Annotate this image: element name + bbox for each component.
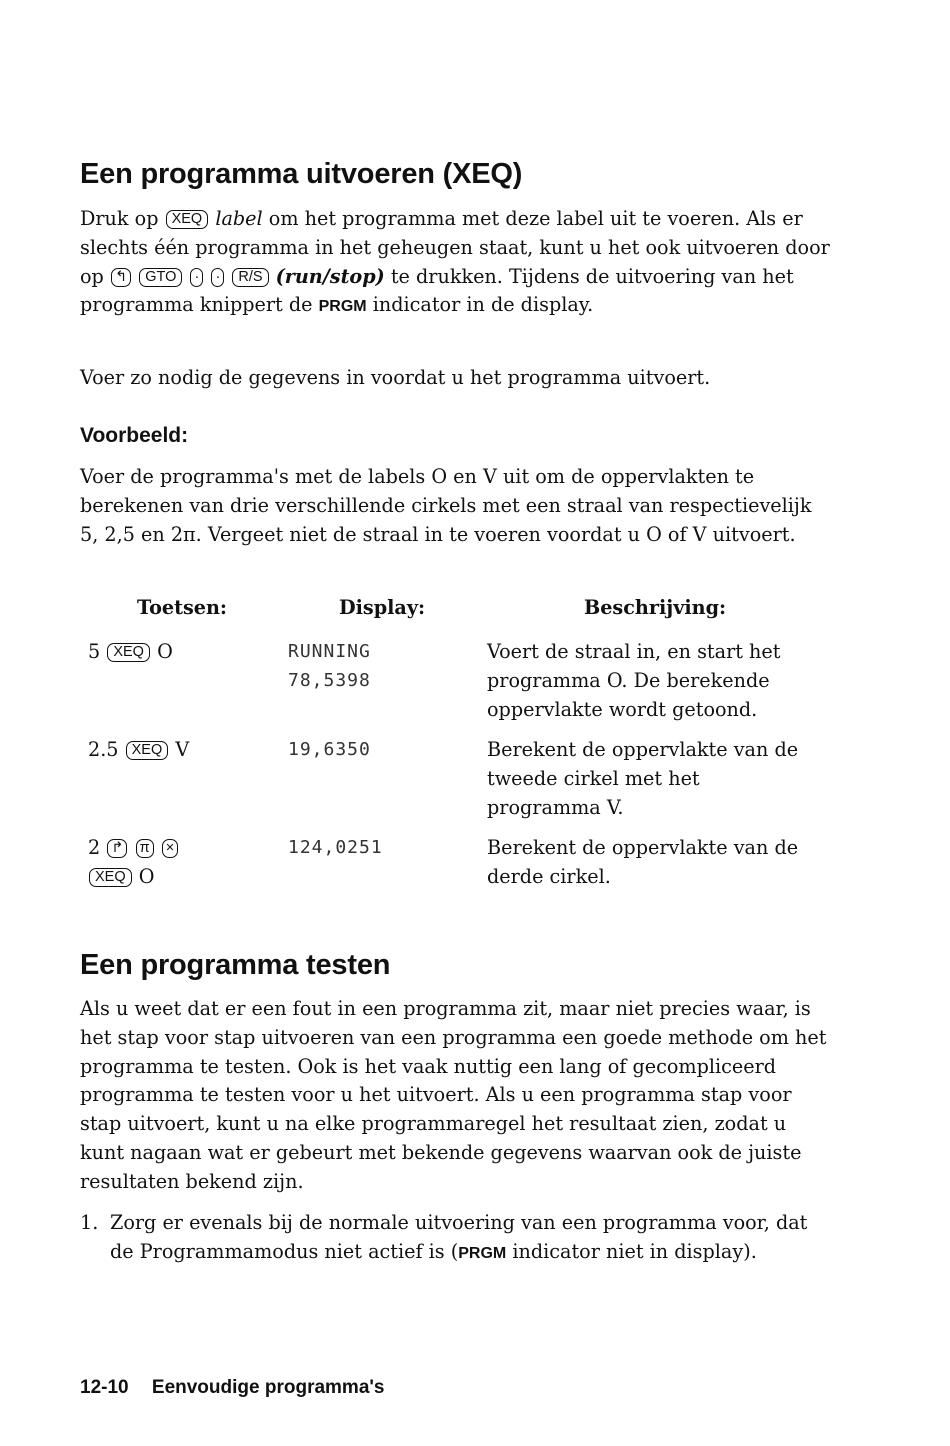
xeq-key-icon: XEQ	[126, 741, 169, 760]
paragraph-input-data: Voer zo nodig de gegevens in voordat u het programma uitvoert.	[80, 366, 711, 389]
label-word: label	[215, 207, 263, 230]
xeq-key-icon: XEQ	[107, 643, 150, 662]
example-text: Voer de programma's met de labels O en V uit om de oppervlakten te berekenen van drie verschillende cirkels met een straal van respectievelijk 5, 2,5 en 2π. Vergeet niet de straal in te voeren voordat u O of V uitvoert.	[80, 465, 812, 546]
page-footer	[80, 1377, 384, 1399]
table-row-description: Berekent de oppervlakte van de derde cirkel.	[487, 836, 799, 888]
run-stop-key-icon: R/S	[232, 268, 268, 287]
table-row-display: 19,6350	[288, 739, 371, 760]
table-row-display: 124,0251	[288, 837, 383, 858]
pi-key-icon: π	[136, 839, 154, 858]
dot-key-icon: ·	[190, 268, 203, 287]
gto-key-icon: GTO	[139, 268, 182, 287]
prgm-indicator: PRGM	[318, 298, 367, 316]
paragraph-test-program: Als u weet dat er een fout in een programma zit, maar niet precies waar, is het stap voor stap uitvoeren van een programma een goede methode om het programma te testen. Ook is het vaak nuttig een lang of gecompliceerd programma te testen voor u het uitvoert. Als u een programma stap voor stap uitvoert, kunt u na elke programmaregel het resultaat zien, zodat u kunt nagaan wat er gebeurt met bekende gegevens waarvan ook de juiste resultaten bekend zijn.	[80, 997, 827, 1193]
column-header-keys: Toetsen:	[137, 596, 227, 619]
page-number: 12-10	[80, 1377, 129, 1398]
table-row-keys: 2 ↱ π × XEQ O	[88, 834, 268, 892]
column-header-display: Display:	[339, 596, 426, 619]
table-row-display: RUNNING 78,5398	[288, 641, 371, 691]
section-title-test-program: Een programma testen	[80, 949, 391, 981]
example-heading: Voorbeeld:	[80, 424, 189, 447]
table-row-description: Voert de straal in, en start het programma O. De berekende oppervlakte wordt getoond.	[487, 640, 781, 721]
run-stop-text: (run/stop)	[275, 264, 385, 288]
steps-list	[80, 1209, 835, 1269]
table-row-description: Berekent de oppervlakte van de tweede cirkel met het programma V.	[487, 738, 799, 819]
multiply-key-icon: ×	[162, 839, 178, 858]
dot-key-icon: ·	[211, 268, 224, 287]
xeq-key-icon: XEQ	[89, 868, 132, 887]
chapter-title: Eenvoudige programma's	[151, 1377, 385, 1398]
section-title-run-program: Een programma uitvoeren (XEQ)	[80, 158, 523, 190]
list-item: 1. Zorg er evenals bij de normale uitvoering van een programma voor, dat de Programmamodus niet actief is (PRGM indicator niet in display).	[80, 1211, 808, 1263]
prgm-indicator: PRGM	[458, 1244, 507, 1262]
table-row-keys: 5 XEQ O	[88, 640, 173, 663]
left-shift-key-icon: ↰	[111, 268, 131, 287]
paragraph-run-program: Druk op XEQ label om het programma met deze label uit te voeren. Als er slechts één programma in het geheugen staat, kunt u het ook uitvoeren door op ↰ GTO · · R/S (run/stop) te drukken. Tijdens de uitvoering van het programma knippert de PRGM indicator in de display.	[80, 207, 830, 317]
right-shift-key-icon: ↱	[107, 839, 127, 858]
table-row-keys: 2.5 XEQ V	[88, 738, 190, 761]
column-header-description: Beschrijving:	[584, 596, 727, 619]
xeq-key-icon: XEQ	[166, 210, 209, 229]
